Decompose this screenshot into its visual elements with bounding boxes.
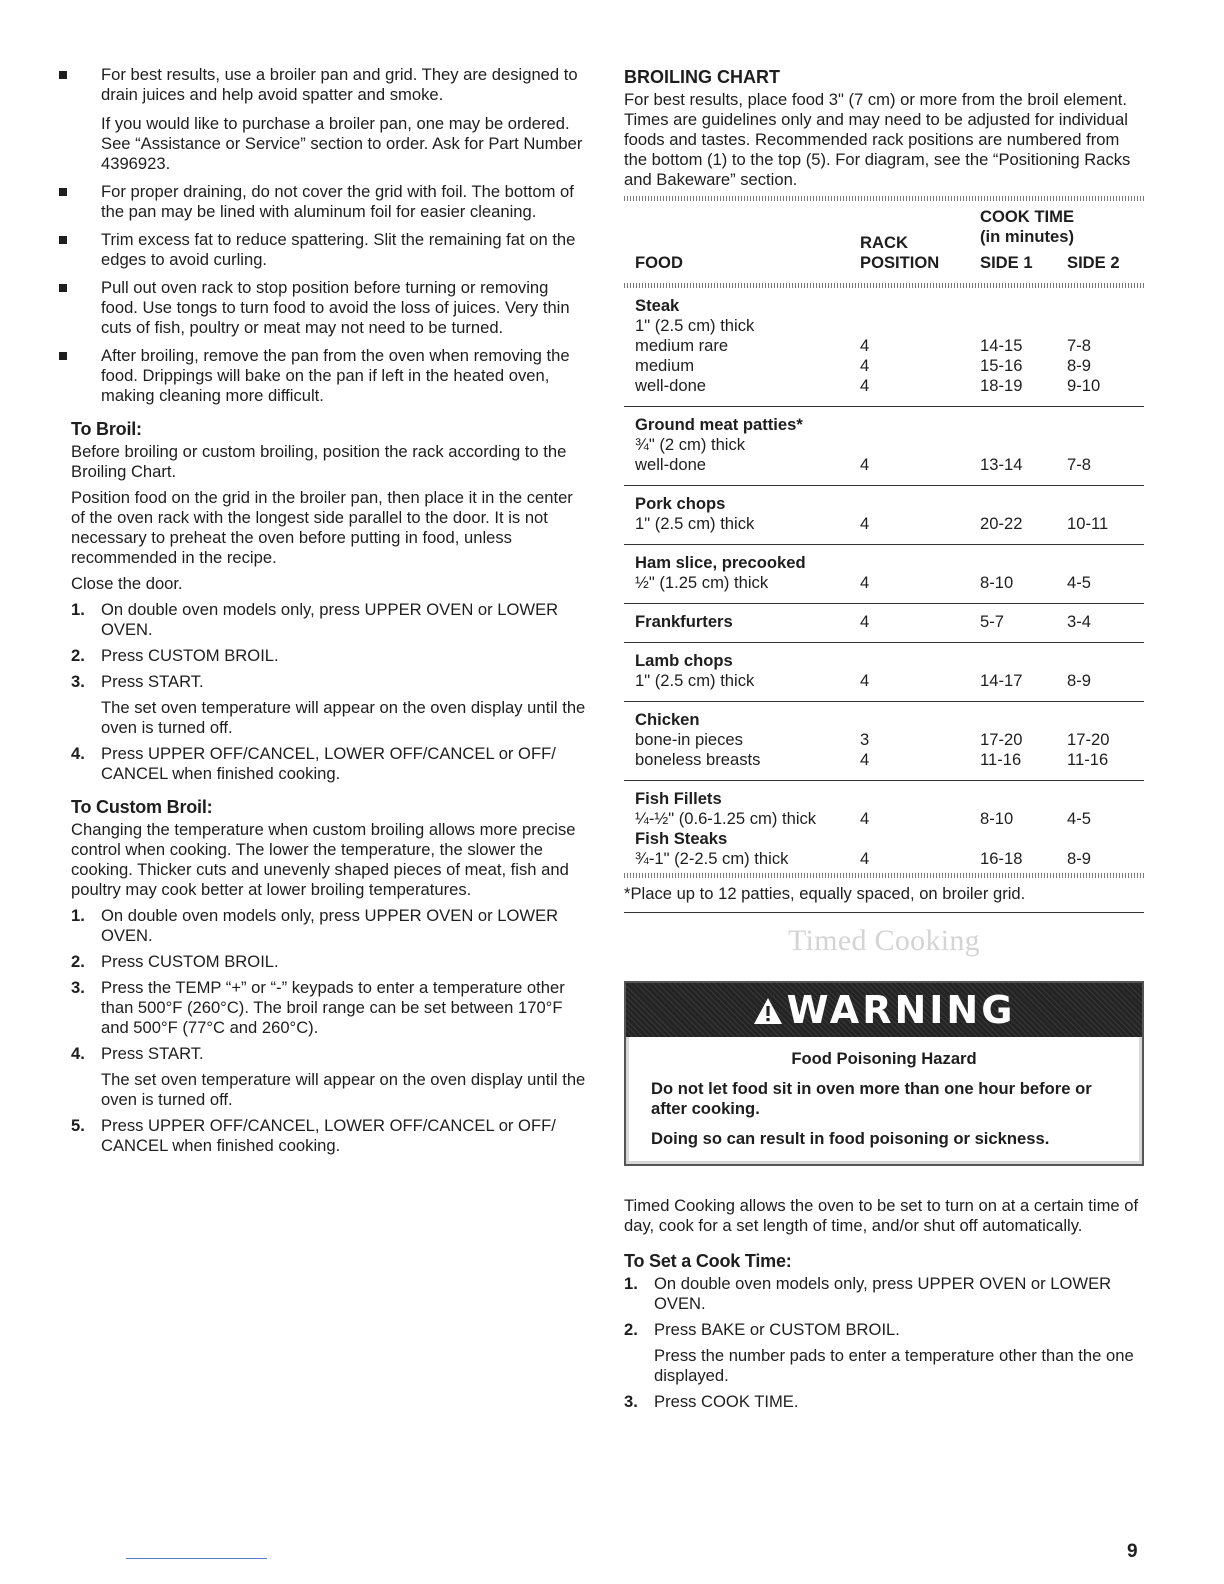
step-number: 2. <box>71 646 85 665</box>
food-detail: 1" (2.5 cm) thick <box>635 671 755 690</box>
side1-value: 17-20 <box>980 730 1023 749</box>
side2-value <box>1067 435 1144 455</box>
tip-subtext: If you would like to purchase a broiler pan, one may be ordered. See “Assistance or Service” section to order. Ask for Part Number 4396923. <box>101 114 583 173</box>
header-position: POSITION <box>860 253 940 272</box>
header-cook-time-label: COOK TIME <box>980 207 1075 226</box>
side1-cell <box>980 702 1067 781</box>
food-cell <box>624 604 860 643</box>
step-text: Press UPPER OFF/CANCEL, LOWER OFF/CANCEL or OFF/ CANCEL when finished cooking. <box>101 1116 556 1155</box>
side1-value: 18-19 <box>980 376 1023 395</box>
step-item <box>71 744 587 784</box>
rack-value: 4 <box>860 376 870 395</box>
chart-group-row <box>624 781 1144 830</box>
step-item <box>71 906 587 946</box>
timed-cooking-intro: Timed Cooking allows the oven to be set to turn on at a certain time of day, cook for a set length of time, and/or shut off automatically. <box>624 1196 1139 1235</box>
rack-value: 4 <box>860 671 870 690</box>
food-detail: ¼-½" (0.6-1.25 cm) thick <box>635 809 817 828</box>
side2-value: 7-8 <box>1067 455 1091 474</box>
tip-text: After broiling, remove the pan from the oven when removing the food. Drippings will bake on the pan if left in the heated oven, making cleaning more difficult. <box>101 346 570 405</box>
food-cell <box>624 702 860 781</box>
step-text: Press UPPER OFF/CANCEL, LOWER OFF/CANCEL or OFF/ CANCEL when finished cooking. <box>101 744 556 783</box>
warning-word-wrap <box>753 988 1016 1032</box>
rack-cell <box>860 643 980 702</box>
food-cell <box>624 643 860 702</box>
food-detail: 1" (2.5 cm) thick <box>635 316 755 335</box>
chart-group-row <box>624 407 1144 486</box>
step-text: On double oven models only, press UPPER OVEN or LOWER OVEN. <box>101 600 559 639</box>
side2-value: 4-5 <box>1067 573 1091 592</box>
to-broil-paragraphs <box>71 442 587 594</box>
broiling-tips-list <box>71 65 587 406</box>
side1-value: 8-10 <box>980 809 1014 828</box>
side2-cell <box>1067 702 1144 781</box>
step-item <box>71 672 587 738</box>
set-cook-time-heading: To Set a Cook Time: <box>624 1251 792 1271</box>
step-subtext: Press the number pads to enter a temperature other than the one displayed. <box>654 1346 1134 1385</box>
warning-banner <box>626 983 1142 1037</box>
page-number: 9 <box>1127 1541 1138 1562</box>
side2-value <box>1067 316 1144 336</box>
header-rack: RACK <box>860 233 908 252</box>
bullet-square-icon <box>59 188 67 196</box>
warning-line-1: Do not let food sit in oven more than one hour before or after cooking. <box>651 1079 1092 1118</box>
food-group-name: Lamb chops <box>635 651 733 670</box>
right-column <box>624 65 1144 1418</box>
step-text: Press CUSTOM BROIL. <box>101 646 279 665</box>
rack-value: 4 <box>860 750 870 769</box>
rack-value: 4 <box>860 573 870 592</box>
header-side-1: SIDE 1 <box>980 253 1033 272</box>
side2-value: 8-9 <box>1067 671 1091 690</box>
rack-value: 4 <box>860 612 870 631</box>
side1-cell <box>980 288 1067 407</box>
rack-value: 4 <box>860 849 870 868</box>
chart-group-row <box>624 829 1144 873</box>
step-item <box>71 978 587 1038</box>
to-broil-paragraph: Close the door. <box>71 574 183 593</box>
custom-broil-paragraph: Changing the temperature when custom broiling allows more precise control when cooking. The lower the temperature, the slower the cooking. Thicker cuts and unevenly shaped pieces of meat, fish and poultry may cook better at lower broiling temperatures. <box>71 820 576 899</box>
food-cell <box>624 545 860 604</box>
warning-body <box>626 1037 1142 1164</box>
chart-group-row <box>624 702 1144 781</box>
food-detail: ¾-1" (2-2.5 cm) thick <box>635 849 789 868</box>
chart-group-row <box>624 545 1144 604</box>
step-text: Press CUSTOM BROIL. <box>101 952 279 971</box>
step-text: On double oven models only, press UPPER OVEN or LOWER OVEN. <box>654 1274 1112 1313</box>
to-broil-steps <box>71 600 587 784</box>
header-side-2: SIDE 2 <box>1067 253 1120 272</box>
rack-cell <box>860 604 980 643</box>
step-number: 4. <box>71 1044 85 1063</box>
food-detail: medium <box>635 356 695 375</box>
bullet-square-icon <box>59 284 67 292</box>
warning-triangle-icon <box>753 997 783 1025</box>
side1-value: 14-17 <box>980 671 1023 690</box>
header-in-minutes: (in minutes) <box>980 227 1075 246</box>
side1-value: 13-14 <box>980 455 1023 474</box>
side2-value: 3-4 <box>1067 612 1091 631</box>
side2-cell <box>1067 486 1144 545</box>
step-item <box>624 1274 1144 1314</box>
side2-cell <box>1067 643 1144 702</box>
rack-value: 4 <box>860 356 870 375</box>
food-group-name: Fish Steaks <box>635 829 728 848</box>
step-subtext: The set oven temperature will appear on the oven display until the oven is turned off. <box>101 698 586 737</box>
side1-cell <box>980 604 1067 643</box>
side1-cell <box>980 781 1067 830</box>
rack-value <box>860 316 980 336</box>
header-cook-time <box>980 201 1144 283</box>
to-broil-paragraph: Position food on the grid in the broiler pan, then place it in the center of the oven rack with the longest side parallel to the door. It is not necessary to preheat the oven before putting in food, unless recommended in the recipe. <box>71 488 573 567</box>
food-group-name: Ham slice, precooked <box>635 553 806 572</box>
warning-word: WARNING <box>786 988 1016 1032</box>
warning-line-2: Doing so can result in food poisoning or sickness. <box>651 1129 1050 1148</box>
step-item <box>71 952 587 972</box>
tip-item <box>71 182 587 222</box>
rack-cell <box>860 407 980 486</box>
step-item <box>71 600 587 640</box>
rack-cell <box>860 702 980 781</box>
side1-value: 8-10 <box>980 573 1014 592</box>
step-item <box>71 646 587 666</box>
bullet-square-icon <box>59 352 67 360</box>
broiling-chart-intro: For best results, place food 3" (7 cm) or more from the broil element. Times are guidelines only and may need to be adjusted for individual foods and tastes. Recommended rack positions are numbered from the bottom (1) to the top (5). For diagram, see the “Positioning Racks and Bakeware” section. <box>624 90 1131 189</box>
side2-cell <box>1067 288 1144 407</box>
rack-value: 4 <box>860 514 870 533</box>
side1-value: 20-22 <box>980 514 1023 533</box>
footer-rule <box>126 1558 267 1559</box>
side2-cell <box>1067 604 1144 643</box>
step-number: 3. <box>71 672 85 691</box>
step-number: 1. <box>71 600 85 619</box>
set-cook-time-steps <box>624 1274 1144 1412</box>
chart-group-row <box>624 643 1144 702</box>
step-text: On double oven models only, press UPPER OVEN or LOWER OVEN. <box>101 906 559 945</box>
side1-value: 11-16 <box>980 750 1022 769</box>
side2-cell <box>1067 545 1144 604</box>
side1-value: 15-16 <box>980 356 1023 375</box>
side2-value: 11-16 <box>1067 750 1109 769</box>
chart-footnote: *Place up to 12 patties, equally spaced, on broiler grid. <box>624 878 1144 913</box>
header-rack-position <box>860 201 980 283</box>
rack-cell <box>860 288 980 407</box>
side1-value <box>980 435 1067 455</box>
custom-broil-steps <box>71 906 587 1156</box>
side1-cell <box>980 829 1067 873</box>
step-text: Press START. <box>101 1044 204 1063</box>
side1-value: 14-15 <box>980 336 1023 355</box>
food-group-name: Steak <box>635 296 680 315</box>
food-detail: medium rare <box>635 336 729 355</box>
side1-value: 5-7 <box>980 612 1004 631</box>
food-detail: ½" (1.25 cm) thick <box>635 573 769 592</box>
food-detail: well-done <box>635 455 707 474</box>
to-custom-broil-heading: To Custom Broil: <box>71 797 213 817</box>
tip-item <box>71 65 587 174</box>
to-broil-heading: To Broil: <box>71 419 142 439</box>
tip-item <box>71 346 587 406</box>
tip-item <box>71 278 587 338</box>
food-detail: boneless breasts <box>635 750 761 769</box>
rack-value: 4 <box>860 809 870 828</box>
rack-value <box>860 435 980 455</box>
tip-text: Trim excess fat to reduce spattering. Slit the remaining fat on the edges to avoid curling. <box>101 230 576 269</box>
broiling-chart-table <box>624 201 1144 873</box>
rack-cell <box>860 486 980 545</box>
tip-text: For proper draining, do not cover the grid with foil. The bottom of the pan may be lined with aluminum foil for easier cleaning. <box>101 182 574 221</box>
side1-value: 16-18 <box>980 849 1023 868</box>
food-detail: ¾" (2 cm) thick <box>635 435 746 454</box>
side1-cell <box>980 545 1067 604</box>
step-number: 1. <box>71 906 85 925</box>
food-group-name: Pork chops <box>635 494 726 513</box>
food-detail: well-done <box>635 376 707 395</box>
side2-value: 17-20 <box>1067 730 1110 749</box>
food-cell <box>624 781 860 830</box>
side1-cell <box>980 407 1067 486</box>
header-food: FOOD <box>635 253 683 272</box>
step-text: Press START. <box>101 672 204 691</box>
food-group-name: Ground meat patties* <box>635 415 803 434</box>
bullet-square-icon <box>59 236 67 244</box>
side2-value: 4-5 <box>1067 809 1091 828</box>
side1-cell <box>980 486 1067 545</box>
food-detail: 1" (2.5 cm) thick <box>635 514 755 533</box>
step-number: 3. <box>71 978 85 997</box>
side2-cell <box>1067 781 1144 830</box>
food-cell <box>624 288 860 407</box>
to-broil-paragraph: Before broiling or custom broiling, position the rack according to the Broiling Chart. <box>71 442 567 481</box>
step-item <box>71 1044 587 1110</box>
step-number: 4. <box>71 744 85 763</box>
side2-value: 7-8 <box>1067 336 1091 355</box>
rack-value: 3 <box>860 730 870 749</box>
step-text: Press BAKE or CUSTOM BROIL. <box>654 1320 900 1339</box>
side2-value: 8-9 <box>1067 849 1091 868</box>
rack-value: 4 <box>860 336 870 355</box>
side2-value: 10-11 <box>1067 514 1109 533</box>
step-text: Press the TEMP “+” or “-” keypads to enter a temperature other than 500°F (260°C). The broil range can be set between 170°F and 500°F (77°C and 260°C). <box>101 978 565 1037</box>
side2-value: 9-10 <box>1067 376 1101 395</box>
food-group-name: Chicken <box>635 710 700 729</box>
food-cell <box>624 829 860 873</box>
tip-text: Pull out oven rack to stop position before turning or removing food. Use tongs to turn food to avoid the loss of juices. Very thin cuts of fish, poultry or meat may not need to be turned. <box>101 278 570 337</box>
chart-header-row <box>624 201 1144 283</box>
step-item <box>624 1392 1144 1412</box>
step-item <box>624 1320 1144 1386</box>
rack-cell <box>860 829 980 873</box>
step-text: Press COOK TIME. <box>654 1392 799 1411</box>
header-sides <box>980 253 1144 273</box>
step-number: 1. <box>624 1274 638 1293</box>
bullet-square-icon <box>59 71 67 79</box>
rack-value: 4 <box>860 455 870 474</box>
food-group-name: Fish Fillets <box>635 789 722 808</box>
side2-value: 8-9 <box>1067 356 1091 375</box>
timed-cooking-heading: Timed Cooking <box>787 924 980 957</box>
step-number: 3. <box>624 1392 638 1411</box>
side2-cell <box>1067 407 1144 486</box>
step-item <box>71 1116 587 1156</box>
step-number: 2. <box>71 952 85 971</box>
rack-cell <box>860 781 980 830</box>
chart-group-row <box>624 486 1144 545</box>
broiling-chart-title: BROILING CHART <box>624 67 780 87</box>
food-detail: bone-in pieces <box>635 730 743 749</box>
side1-cell <box>980 643 1067 702</box>
side1-value <box>980 316 1067 336</box>
tip-text: For best results, use a broiler pan and grid. They are designed to drain juices and help avoid spatter and smoke. <box>101 65 578 104</box>
food-cell <box>624 486 860 545</box>
warning-hazard-title: Food Poisoning Hazard <box>791 1049 977 1068</box>
tip-item <box>71 230 587 270</box>
chart-group-row <box>624 288 1144 407</box>
side2-cell <box>1067 829 1144 873</box>
chart-group-row <box>624 604 1144 643</box>
warning-box <box>624 981 1144 1166</box>
food-group-name: Frankfurters <box>635 612 733 631</box>
step-subtext: The set oven temperature will appear on the oven display until the oven is turned off. <box>101 1070 586 1109</box>
step-number: 5. <box>71 1116 85 1135</box>
food-cell <box>624 407 860 486</box>
step-number: 2. <box>624 1320 638 1339</box>
rack-cell <box>860 545 980 604</box>
left-column <box>71 65 587 1162</box>
